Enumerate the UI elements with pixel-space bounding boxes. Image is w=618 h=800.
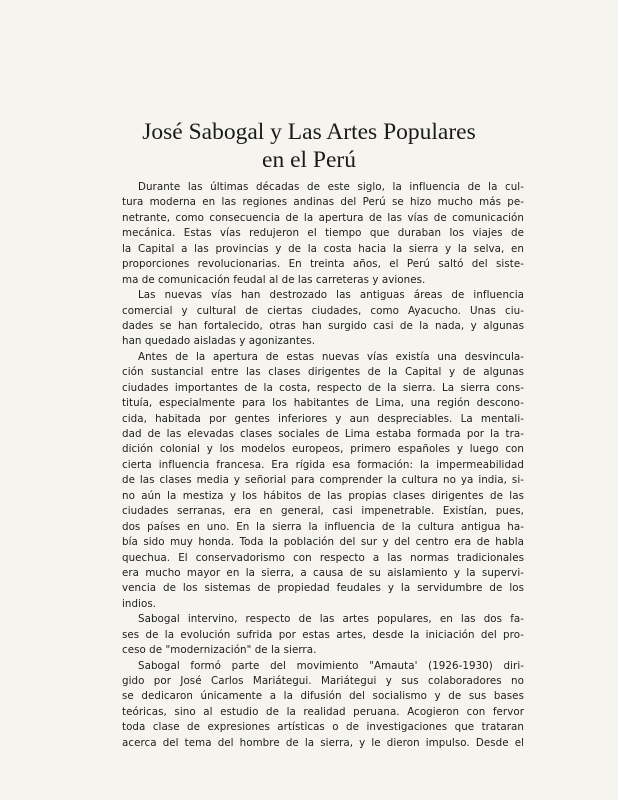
paragraph [122, 659, 524, 752]
text-line: se dedicaron únicamente a la difusión del socialismo y de sus bases [122, 690, 524, 703]
text-line: ses de la evolución sufrida por estas artes, desde la iniciación del pro- [122, 628, 524, 641]
text-line: dos países en uno. En la sierra la influencia de la cultura antigua ha- [122, 520, 524, 533]
text-line: de las clases media y señorial para comprender la cultura no ya india, si- [122, 474, 524, 487]
text-line: cierta influencia francesa. Era rígida esa formación: la impermeabilidad [122, 458, 524, 471]
text-line: vencia de los sistemas de propiedad feudales y la servidumbre de los [122, 582, 524, 595]
text-line: dición colonial y los modelos europeos, primero españoles y luego con [122, 443, 524, 456]
article-title [0, 118, 618, 174]
paragraph [122, 612, 524, 658]
text-line: ciudades serranas, era en general, casi impenetrable. Existían, pues, [122, 505, 524, 518]
text-line: indios. [122, 597, 157, 610]
text-line: teóricas, sino al estudio de la realidad peruana. Acogieron con fervor [122, 705, 524, 718]
text-line: Sabogal formó parte del movimiento "Amauta' (1926-1930) diri- [138, 659, 524, 672]
text-line: acerca del tema del hombre de la sierra, y le dieron impulso. Desde el [122, 736, 524, 749]
text-line: era mucho mayor en la sierra, a causa de su aislamiento y la supervi- [122, 566, 524, 579]
text-line: toda clase de expresiones artísticas o de investigaciones que trataran [122, 721, 524, 734]
text-line: tituía, especialmente para los habitantes de Lima, una región descono- [122, 397, 524, 410]
title-line-2: en el Perú [262, 147, 356, 173]
text-line: netrante, como consecuencia de la apertura de las vías de comunicación [122, 211, 524, 224]
text-line: ceso de "modernización" de la sierra. [122, 644, 317, 657]
text-line: no aún la mestiza y los hábitos de las propias clases dirigentes de las [122, 489, 524, 502]
text-line: dad de las elevadas clases sociales de Lima estaba formada por la tra- [122, 428, 524, 440]
text-line: han quedado aisladas y agonizantes. [122, 335, 316, 348]
paragraph [122, 350, 524, 612]
text-line: cida, habitada por gentes inferiores y aun despreciables. La mentali- [122, 412, 524, 425]
title-line-1: José Sabogal y Las Artes Populares [142, 119, 476, 145]
text-line: ciudades importantes de la costa, respecto de la sierra. La sierra cons- [122, 381, 524, 394]
text-line: Antes de la apertura de estas nuevas vías existía una desvincula- [138, 350, 524, 363]
text-line: Sabogal intervino, respecto de las artes populares, en las dos fa- [138, 613, 524, 626]
text-line: la Capital a las provincias y de la costa hacia la sierra y la selva, en [122, 242, 524, 255]
article-body [122, 180, 524, 751]
text-line: proporciones revolucionarias. En treinta años, el Perú saltó del siste- [122, 258, 524, 271]
text-line: dades se han fortalecido, otras han surgido casi de la nada, y algunas [122, 319, 524, 332]
paragraph [122, 288, 524, 350]
text-line: quechua. El conservadorismo con respecto a las normas tradicionales [122, 551, 524, 564]
text-line: tura moderna en las regiones andinas del Perú se hizo mucho más pe- [122, 196, 524, 209]
text-line: gido por José Carlos Mariátegui. Mariátegui y sus colaboradores no [122, 675, 524, 687]
text-line: mecánica. Estas vías redujeron el tiempo que duraban los viajes de [122, 227, 524, 240]
paragraph [122, 180, 524, 288]
text-line: Las nuevas vías han destrozado las antiguas áreas de influencia [138, 289, 524, 302]
text-line: ma de comunicación feudal al de las carreteras y aviones. [122, 273, 426, 286]
text-line: ción sustancial entre las clases dirigentes de la Capital y de algunas [122, 366, 524, 379]
text-line: comercial y cultural de ciertas ciudades, como Ayacucho. Unas ciu- [122, 304, 524, 317]
text-line: Durante las últimas décadas de este siglo, la influencia de la cul- [138, 181, 524, 193]
text-line: bía sido muy honda. Toda la población del sur y del centro era de habla [122, 536, 524, 549]
